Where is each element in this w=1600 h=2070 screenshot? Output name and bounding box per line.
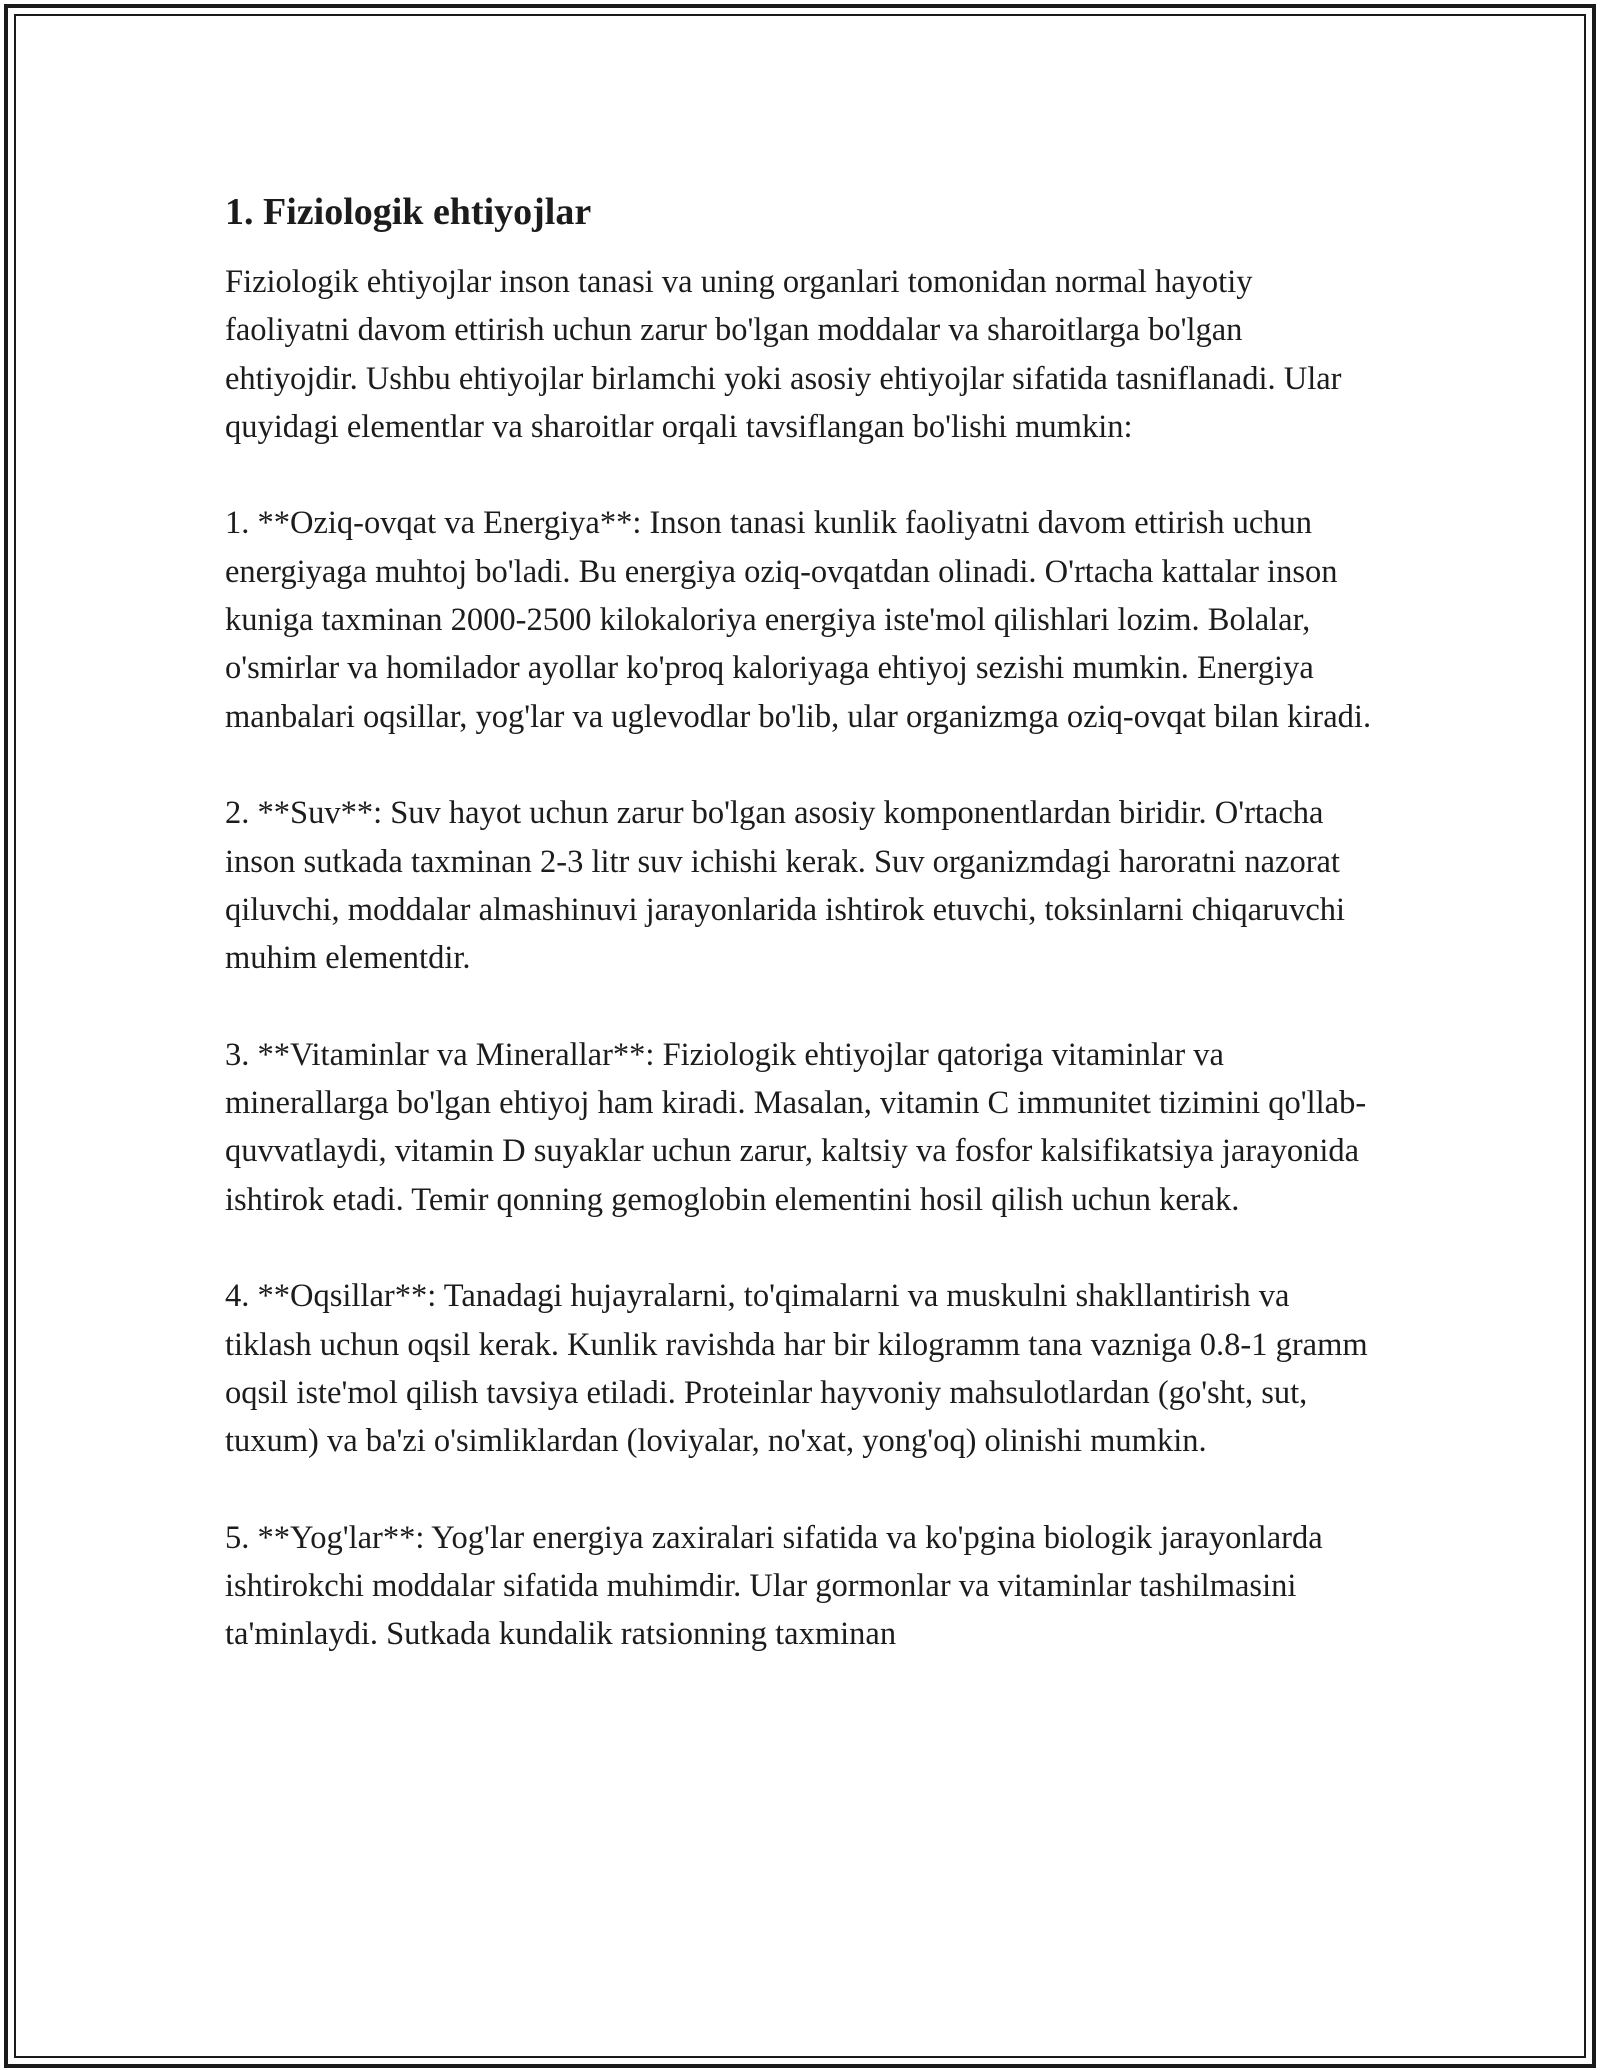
paragraph-fats: 5. **Yog'lar**: Yog'lar energiya zaxiralari sifatida va ko'pgina biologik jarayonlarda ishtirokchi moddalar sifatida muhimdir. Ular gormonlar va vitaminlar tashilmasini ta'minlaydi. Sutkada kundalik ratsionning taxminan xyxy=(225,1519,1323,1653)
section-heading: 1. Fiziologik ehtiyojlar xyxy=(225,191,592,233)
paragraph-vitamins-minerals: 3. **Vitaminlar va Minerallar**: Fiziologik ehtiyojlar qatoriga vitaminlar va minerallarga bo'lgan ehtiyoj ham kiradi. Masalan, vitamin C immunitet tizimini qo'llab-quvvatlaydi, vitamin D suyaklar uchun zarur, kaltsiy va fosfor kalsifikatsiya jarayonida ishtirok etadi. Temir qonning gemoglobin elementini hosil qilish uchun kerak. xyxy=(225,1036,1367,1218)
document-body xyxy=(225,188,1375,1659)
intro-paragraph: Fiziologik ehtiyojlar inson tanasi va uning organlari tomonidan normal hayotiy faoliyatni davom ettirish uchun zarur bo'lgan moddalar va sharoitlarga bo'lgan ehtiyojdir. Ushbu ehtiyojlar birlamchi yoki asosiy ehtiyojlar sifatida tasniflanadi. Ular quyidagi elementlar va sharoitlar orqali tavsiflangan bo'lishi mumkin: xyxy=(225,264,1342,445)
paragraph-water: 2. **Suv**: Suv hayot uchun zarur bo'lgan asosiy komponentlardan biridir. O'rtacha inson sutkada taxminan 2-3 litr suv ichishi kerak. Suv organizmdagi haroratni nazorat qiluvchi, moddalar almashinuvi jarayonlarida ishtirok etuvchi, toksinlarni chiqaruvchi muhim elementdir. xyxy=(225,795,1346,977)
paragraph-proteins: 4. **Oqsillar**: Tanadagi hujayralarni, to'qimalarni va muskulni shakllantirish va tiklash uchun oqsil kerak. Kunlik ravishda har bir kilogramm tana vazniga 0.8-1 gramm oqsil iste'mol qilish tavsiya etiladi. Proteinlar hayvoniy mahsulotlardan (go'sht, sut, tuxum) va ba'zi o'simliklardan (loviyalar, no'xat, yong'oq) olinishi mumkin. xyxy=(225,1278,1368,1460)
paragraph-food-energy: 1. **Oziq-ovqat va Energiya**: Inson tanasi kunlik faoliyatni davom ettirish uchun energiyaga muhtoj bo'ladi. Bu energiya oziq-ovqatdan olinadi. O'rtacha kattalar inson kuniga taxminan 2000-2500 kilokaloriya energiya iste'mol qilishlari lozim. Bolalar, o'smirlar va homilador ayollar ko'proq kaloriyaga ehtiyoj sezishi mumkin. Energiya manbalari oqsillar, yog'lar va uglevodlar bo'lib, ular organizmga oziq-ovqat bilan kiradi. xyxy=(225,505,1372,735)
